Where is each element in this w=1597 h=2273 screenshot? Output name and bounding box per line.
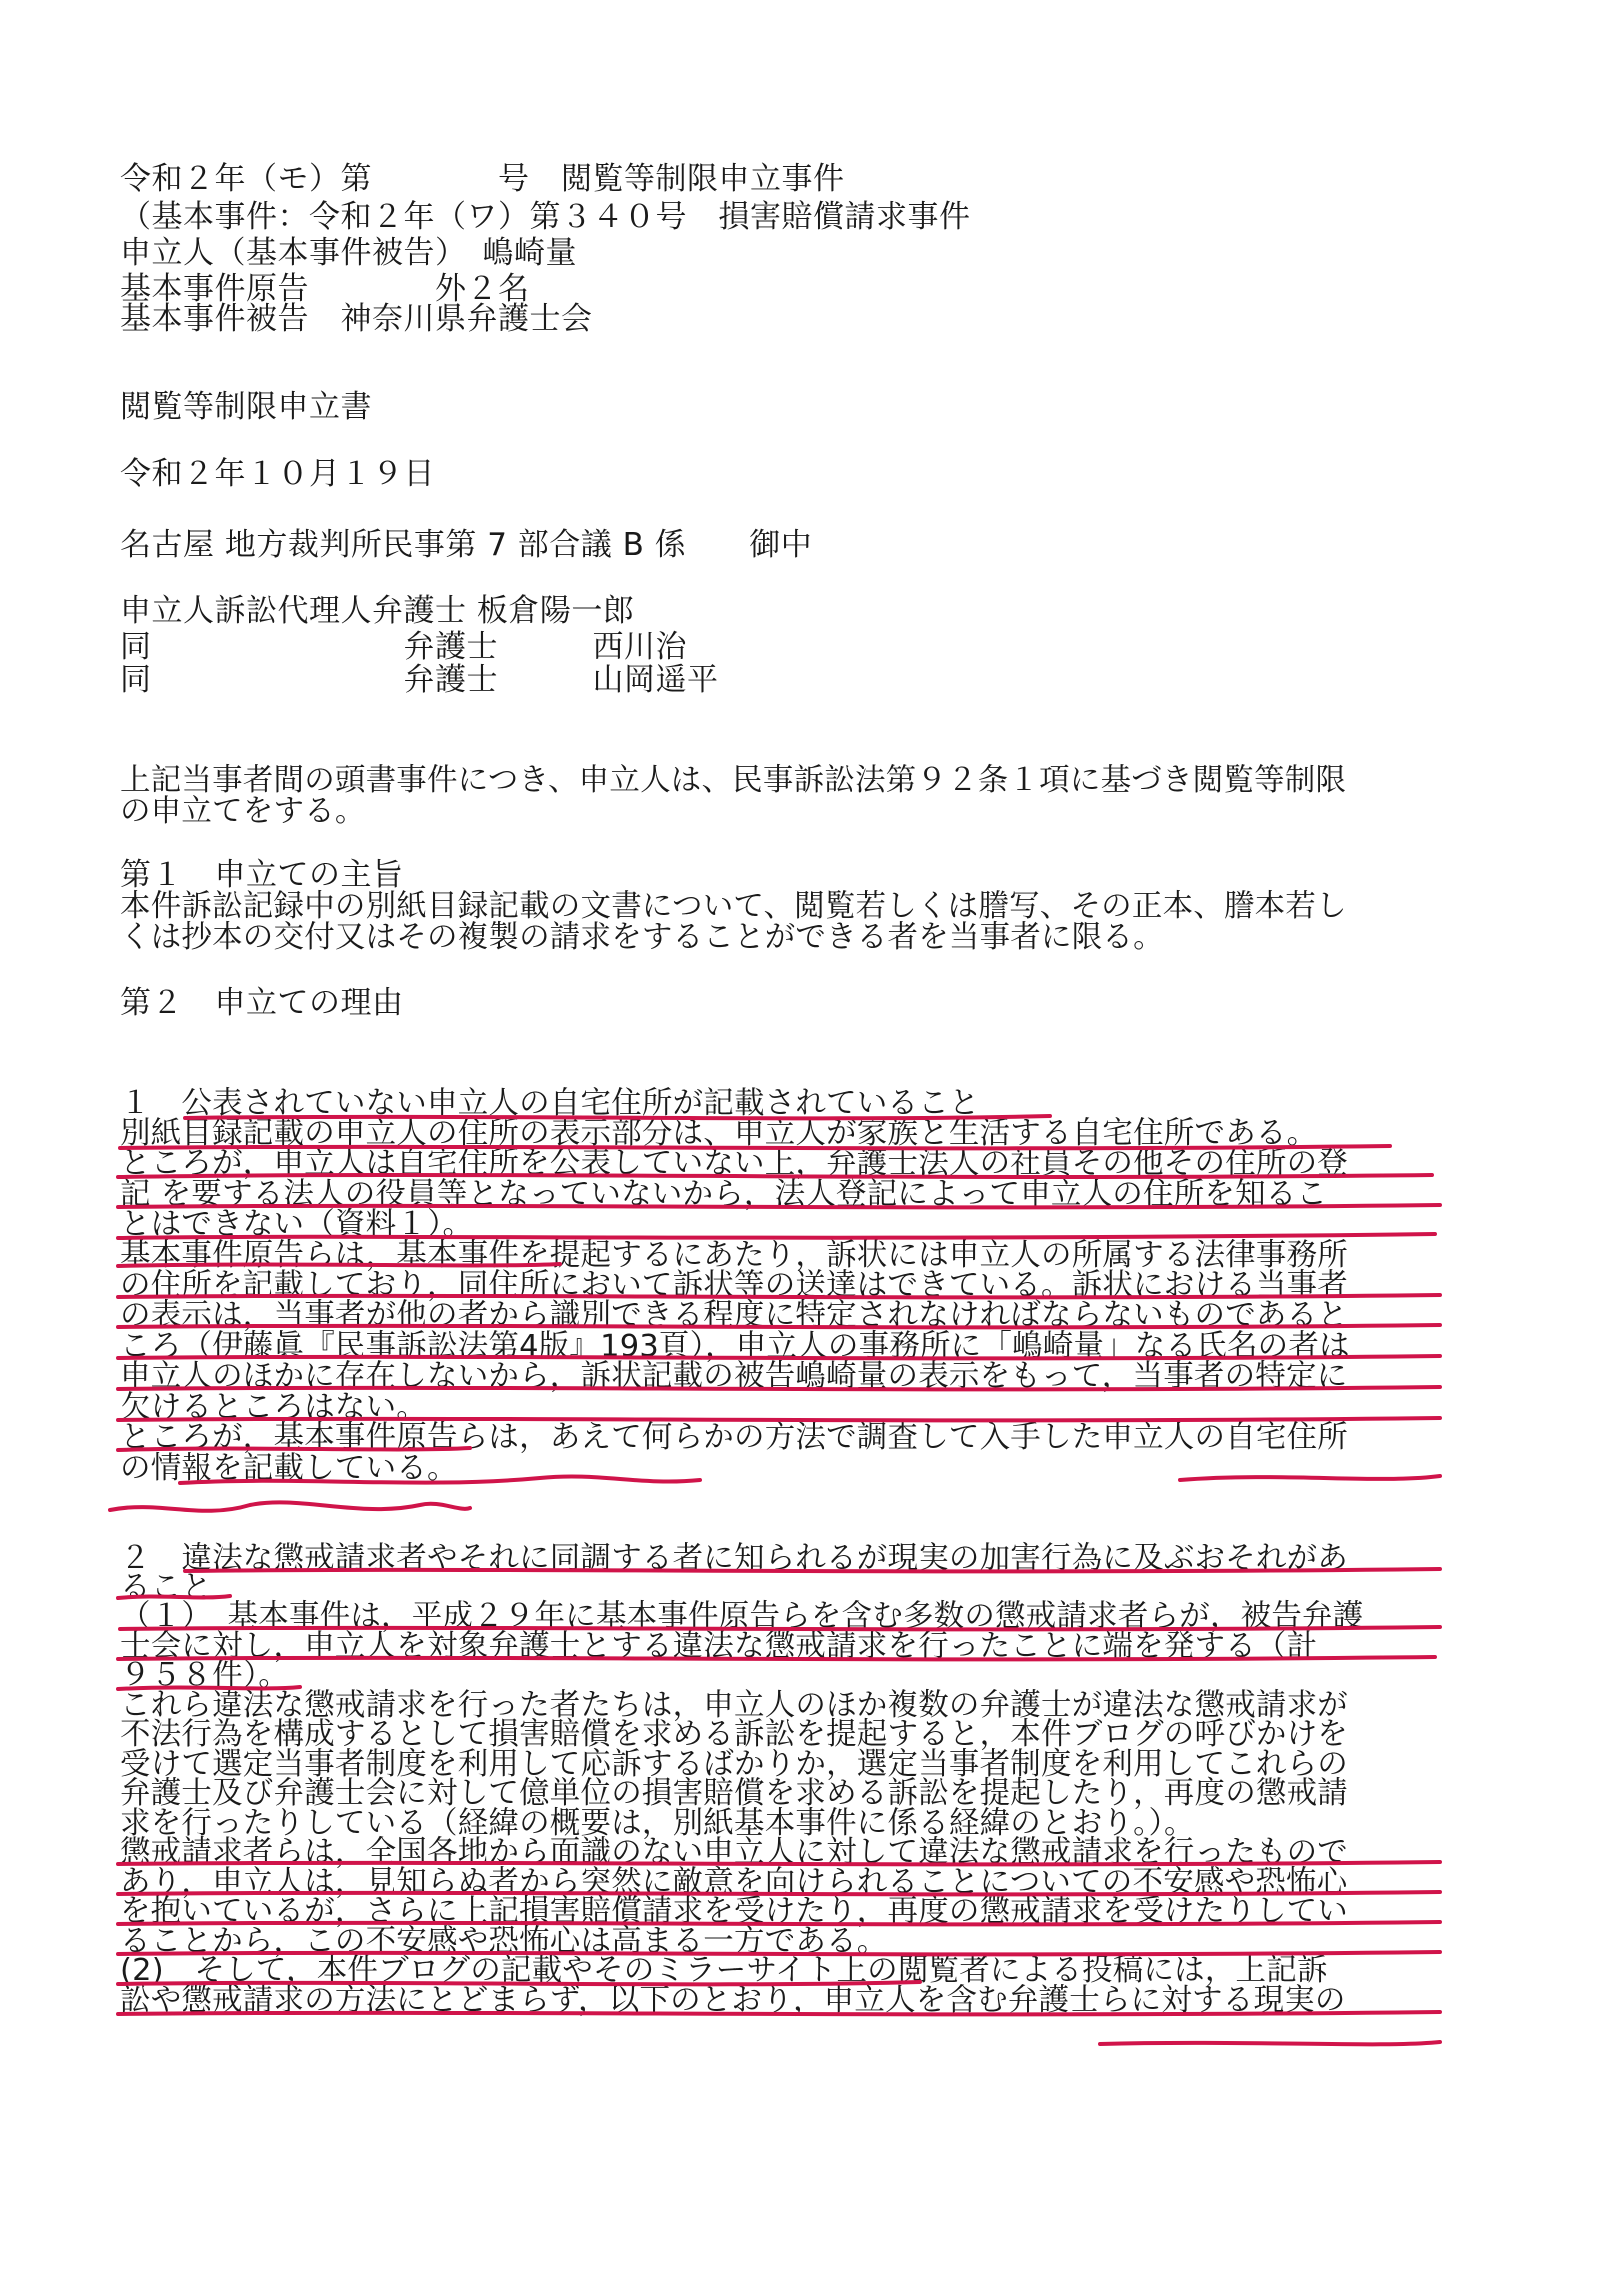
- attorney-line: 申立人訴訟代理人弁護士 板倉陽一郎: [120, 593, 635, 629]
- body-line: １ 公表されていない申立人の自宅住所が記載されていること: [120, 1086, 980, 1121]
- body-line: あり，申立人は，見知らぬ者から突然に敵意を向けられることについての不安感や恐怖心: [120, 1865, 1348, 1900]
- attorney-line: 同 弁護士 山岡遥平: [120, 662, 719, 698]
- intro-line: の申立てをする。: [120, 794, 366, 829]
- pen-underline: [110, 1502, 470, 1510]
- base-plaintiff: 基本事件原告 外２名: [120, 271, 530, 307]
- body-line: とはできない（資料１）。: [120, 1207, 474, 1242]
- body-line: ２ 違法な懲戒請求者やそれに同調する者に知られるが現実の加害行為に及ぶおそれがあ: [120, 1541, 1348, 1576]
- section1-line: くは抄本の交付又はその複製の請求をすることができる者を当事者に限る。: [120, 920, 1164, 955]
- attorney-line: 同 弁護士 西川治: [120, 629, 687, 665]
- body-line: ところが，基本事件原告らは，あえて何らかの方法で調査して入手した申立人の自宅住所: [120, 1420, 1348, 1455]
- applicant: 申立人（基本事件被告） 嶋崎量: [120, 235, 577, 271]
- body-line: 記 を要する法人の役員等となっていないから，法人登記によって申立人の住所を知るこ: [120, 1177, 1328, 1212]
- document-title: 閲覧等制限申立書: [120, 389, 372, 425]
- body-line: ること: [120, 1570, 213, 1605]
- section1-heading: 第１ 申立ての主旨: [120, 857, 404, 893]
- body-line: 基本事件原告らは，基本事件を提起するにあたり，訴状には申立人の所属する法律事務所: [120, 1238, 1348, 1273]
- body-line: 受けて選定当事者制度を利用して応訴するばかりか，選定当事者制度を利用してこれらの: [120, 1747, 1348, 1782]
- document-date: 令和２年１０月１９日: [120, 456, 435, 492]
- body-line: 懲戒請求者らは，全国各地から面識のない申立人に対して違法な懲戒請求を行ったもので: [120, 1835, 1348, 1870]
- body-line: （１） 基本事件は，平成２９年に基本事件原告らを含む多数の懲戒請求者らが，被告弁護: [120, 1599, 1364, 1634]
- body-line: これら違法な懲戒請求を行った者たちは，申立人のほか複数の弁護士が違法な懲戒請求が: [120, 1688, 1348, 1723]
- body-line: 訟や懲戒請求の方法にとどまらず，以下のとおり，申立人を含む弁護士らに対する現実の: [120, 1983, 1346, 2018]
- body-line: (2) そして，本件ブログの記載やそのミラーサイト上の閲覧者による投稿には，上記訴: [120, 1953, 1328, 1988]
- body-line: 欠けるところはない。: [120, 1390, 427, 1425]
- pen-underline: [1100, 2042, 1440, 2044]
- section2-heading: 第２ 申立ての理由: [120, 985, 404, 1021]
- body-line: ることから，この不安感や恐怖心は高まる一方である。: [120, 1924, 888, 1959]
- body-line: 求を行ったりしている（経緯の概要は，別紙基本事件に係る経緯のとおり。）。: [120, 1806, 1195, 1841]
- body-line: の情報を記載している。: [120, 1451, 458, 1486]
- body-line: の住所を記載しており，同住所において訴状等の送達はできている。訴状における当事者: [120, 1268, 1348, 1303]
- body-line: 別紙目録記載の申立人の住所の表示部分は、申立人が家族と生活する自宅住所である。: [120, 1116, 1318, 1151]
- body-line: 弁護士及び弁護士会に対して億単位の損害賠償を求める訴訟を提起したり，再度の懲戒請: [120, 1776, 1348, 1811]
- body-line: ころ（伊藤眞『民事訴訟法第4版』193頁），申立人の事務所に「嶋崎量」なる氏名の者は: [120, 1329, 1350, 1364]
- body-line: 不法行為を構成するとして損害賠償を求める訴訟を提起すると，本件ブログの呼びかけを: [120, 1717, 1348, 1752]
- base-case: （基本事件：令和２年（ワ）第３４０号 損害賠償請求事件: [120, 199, 971, 235]
- section1-line: 本件訴訟記録中の別紙目録記載の文書について、閲覧若しくは謄写、その正本、謄本若し: [120, 889, 1347, 924]
- case-number: 令和２年（モ）第 号 閲覧等制限申立事件: [120, 161, 845, 197]
- court-addressee: 名古屋 地方裁判所民事第 7 部合議 B 係 御中: [120, 527, 813, 563]
- body-line: ところが，申立人は自宅住所を公表していない上，弁護士法人の社員その他その住所の登: [120, 1146, 1348, 1181]
- body-line: 申立人のほかに存在しないから，訴状記載の被告嶋崎量の表示をもって，当事者の特定に: [120, 1359, 1348, 1394]
- body-line: ９５８件）。: [120, 1658, 289, 1693]
- base-defendant: 基本事件被告 神奈川県弁護士会: [120, 301, 593, 337]
- intro-line: 上記当事者間の頭書事件につき、申立人は、民事訴訟法第９２条１項に基づき閲覧等制限: [120, 763, 1347, 798]
- body-line: を抱いているが，さらに上記損害賠償請求を受けたり，再度の懲戒請求を受けたりしてい: [120, 1894, 1348, 1929]
- body-line: の表示は，当事者が他の者から識別できる程度に特定されなければならないものであると: [120, 1298, 1348, 1333]
- body-line: 士会に対し，申立人を対象弁護士とする違法な懲戒請求を行ったことに端を発する（計: [120, 1629, 1318, 1664]
